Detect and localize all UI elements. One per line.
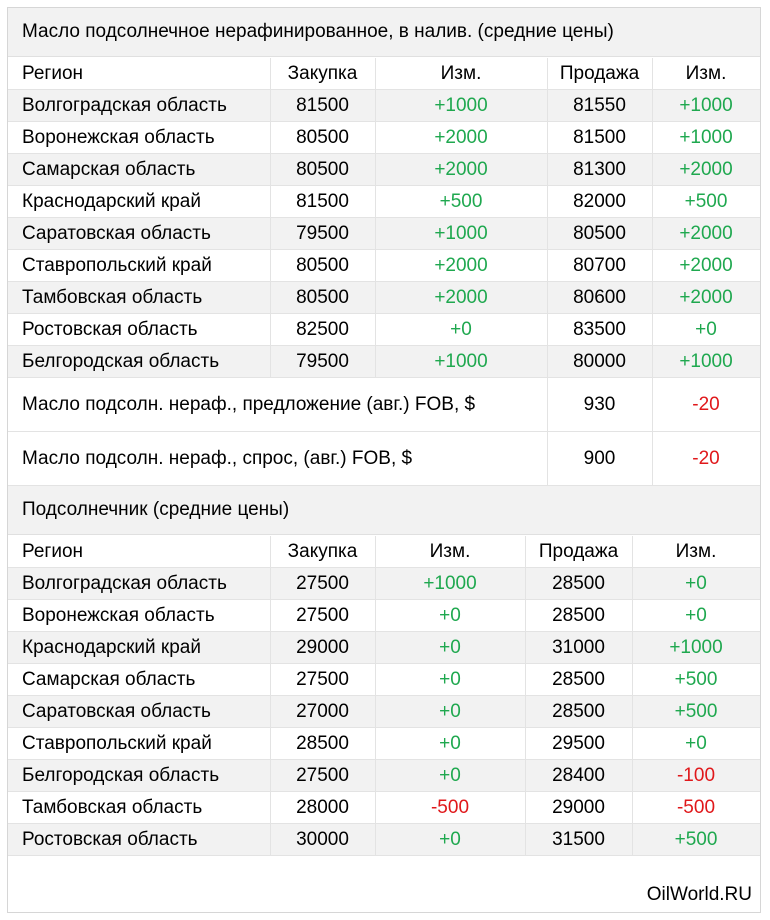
fob-value: 900 xyxy=(583,447,616,469)
cell-sale-change: -500 xyxy=(676,796,716,818)
cell-sale-change: +1000 xyxy=(669,636,723,658)
cell-region: Ставропольский край xyxy=(22,732,212,754)
cell-sale-change: +2000 xyxy=(679,286,733,308)
cell-purchase-change: +1000 xyxy=(434,350,488,372)
cell-purchase: 80500 xyxy=(296,126,349,148)
header-sale-change: Изм. xyxy=(685,62,727,84)
seed-table-row xyxy=(8,568,760,600)
cell-region: Самарская область xyxy=(22,158,196,180)
cell-sale-change: +1000 xyxy=(679,94,733,116)
cell-purchase: 80500 xyxy=(296,286,349,308)
cell-purchase-change: +1000 xyxy=(434,222,488,244)
cell-sale: 82000 xyxy=(573,190,626,212)
oil-table-row xyxy=(8,282,760,314)
cell-purchase-change: +2000 xyxy=(434,286,488,308)
oil-table-row xyxy=(8,186,760,218)
header-region: Регион xyxy=(22,62,84,84)
cell-sale: 29500 xyxy=(552,732,605,754)
cell-sale: 83500 xyxy=(573,318,626,340)
seed-table-row xyxy=(8,824,760,856)
cell-sale-change: +2000 xyxy=(679,222,733,244)
header-purchase: Закупка xyxy=(287,62,358,84)
cell-sale-change: -100 xyxy=(676,764,716,786)
fob-value: 930 xyxy=(583,393,616,415)
header-region: Регион xyxy=(22,540,84,562)
fob-change: -20 xyxy=(692,447,720,469)
cell-purchase-change: +2000 xyxy=(434,126,488,148)
cell-region: Воронежская область xyxy=(22,604,215,626)
cell-sale: 29000 xyxy=(552,796,605,818)
oil-table-row xyxy=(8,250,760,282)
cell-purchase: 27500 xyxy=(296,764,349,786)
cell-sale-change: +0 xyxy=(685,604,707,626)
cell-sale-change: +2000 xyxy=(679,158,733,180)
cell-sale: 28500 xyxy=(552,668,605,690)
cell-sale: 81550 xyxy=(573,94,626,116)
header-purchase-change: Изм. xyxy=(429,540,471,562)
seed-table-row xyxy=(8,696,760,728)
header-purchase: Закупка xyxy=(287,540,358,562)
cell-region: Ростовская область xyxy=(22,318,198,340)
cell-purchase-change: +2000 xyxy=(434,254,488,276)
oil-table-row xyxy=(8,122,760,154)
cell-region: Воронежская область xyxy=(22,126,215,148)
cell-sale: 80000 xyxy=(573,350,626,372)
source-footer: OilWorld.RU xyxy=(646,884,752,905)
oil-table-row xyxy=(8,90,760,122)
fob-change: -20 xyxy=(692,393,720,415)
cell-purchase: 27500 xyxy=(296,604,349,626)
cell-sale-change: +0 xyxy=(695,318,717,340)
cell-sale-change: +0 xyxy=(685,732,707,754)
cell-sale-change: +500 xyxy=(684,190,728,212)
cell-purchase: 27500 xyxy=(296,668,349,690)
cell-purchase-change: +2000 xyxy=(434,158,488,180)
cell-sale: 28500 xyxy=(552,700,605,722)
cell-sale-change: +0 xyxy=(685,572,707,594)
seed-table-row xyxy=(8,600,760,632)
cell-sale: 81500 xyxy=(573,126,626,148)
seed-table-row xyxy=(8,728,760,760)
seed-table-row xyxy=(8,664,760,696)
oil-table-row xyxy=(8,154,760,186)
cell-purchase-change: +0 xyxy=(439,828,461,850)
cell-sale-change: +1000 xyxy=(679,350,733,372)
cell-sale: 81300 xyxy=(573,158,626,180)
seed-table-row xyxy=(8,760,760,792)
cell-purchase: 29000 xyxy=(296,636,349,658)
cell-purchase: 79500 xyxy=(296,222,349,244)
fob-label: Масло подсолн. нераф., предложение (авг.) FOB, $ xyxy=(22,393,476,415)
oil-section-title: Масло подсолнечное нерафинированное, в налив. (средние цены) xyxy=(8,8,760,57)
cell-sale: 28400 xyxy=(552,764,605,786)
seed-table-row xyxy=(8,632,760,664)
cell-purchase: 81500 xyxy=(296,94,349,116)
cell-purchase: 81500 xyxy=(296,190,349,212)
cell-region: Белгородская область xyxy=(22,350,220,372)
cell-purchase-change: +0 xyxy=(439,668,461,690)
cell-sale: 31500 xyxy=(552,828,605,850)
cell-purchase-change: +0 xyxy=(439,732,461,754)
cell-region: Саратовская область xyxy=(22,700,211,722)
header-sale: Продажа xyxy=(559,62,640,84)
price-table-frame xyxy=(7,7,761,913)
cell-purchase-change: +0 xyxy=(439,636,461,658)
seed-header-row xyxy=(8,536,760,568)
cell-region: Ставропольский край xyxy=(22,254,212,276)
header-sale: Продажа xyxy=(538,540,619,562)
header-sale-change: Изм. xyxy=(675,540,717,562)
oil-table-row xyxy=(8,346,760,378)
oil-table-row xyxy=(8,314,760,346)
cell-sale: 31000 xyxy=(552,636,605,658)
oil-fob-row xyxy=(8,432,760,486)
cell-region: Тамбовская область xyxy=(22,286,203,308)
cell-purchase: 28500 xyxy=(296,732,349,754)
cell-sale: 28500 xyxy=(552,604,605,626)
cell-sale: 28500 xyxy=(552,572,605,594)
cell-sale: 80500 xyxy=(573,222,626,244)
cell-purchase-change: +1000 xyxy=(434,94,488,116)
cell-sale-change: +500 xyxy=(674,668,718,690)
cell-purchase: 80500 xyxy=(296,254,349,276)
cell-sale: 80700 xyxy=(573,254,626,276)
cell-purchase: 82500 xyxy=(296,318,349,340)
seed-table-row xyxy=(8,792,760,824)
cell-purchase: 27000 xyxy=(296,700,349,722)
cell-purchase: 27500 xyxy=(296,572,349,594)
cell-sale: 80600 xyxy=(573,286,626,308)
fob-label: Масло подсолн. нераф., спрос, (авг.) FOB, $ xyxy=(22,447,413,469)
cell-region: Краснодарский край xyxy=(22,636,201,658)
cell-purchase: 28000 xyxy=(296,796,349,818)
oil-table-row xyxy=(8,218,760,250)
cell-purchase-change: +500 xyxy=(439,190,483,212)
cell-purchase-change: +0 xyxy=(450,318,472,340)
cell-purchase: 80500 xyxy=(296,158,349,180)
cell-region: Краснодарский край xyxy=(22,190,201,212)
cell-purchase: 79500 xyxy=(296,350,349,372)
cell-sale-change: +500 xyxy=(674,828,718,850)
cell-region: Ростовская область xyxy=(22,828,198,850)
seed-section-title: Подсолнечник (средние цены) xyxy=(8,486,760,535)
cell-purchase-change: +1000 xyxy=(423,572,477,594)
cell-region: Волгоградская область xyxy=(22,572,227,594)
header-purchase-change: Изм. xyxy=(440,62,482,84)
cell-purchase-change: +0 xyxy=(439,764,461,786)
cell-purchase: 30000 xyxy=(296,828,349,850)
cell-region: Белгородская область xyxy=(22,764,220,786)
oil-header-row xyxy=(8,58,760,90)
cell-region: Саратовская область xyxy=(22,222,211,244)
cell-sale-change: +500 xyxy=(674,700,718,722)
cell-sale-change: +2000 xyxy=(679,254,733,276)
cell-region: Волгоградская область xyxy=(22,94,227,116)
cell-purchase-change: -500 xyxy=(430,796,470,818)
oil-fob-row xyxy=(8,378,760,432)
cell-region: Самарская область xyxy=(22,668,196,690)
cell-purchase-change: +0 xyxy=(439,604,461,626)
cell-region: Тамбовская область xyxy=(22,796,203,818)
cell-purchase-change: +0 xyxy=(439,700,461,722)
cell-sale-change: +1000 xyxy=(679,126,733,148)
